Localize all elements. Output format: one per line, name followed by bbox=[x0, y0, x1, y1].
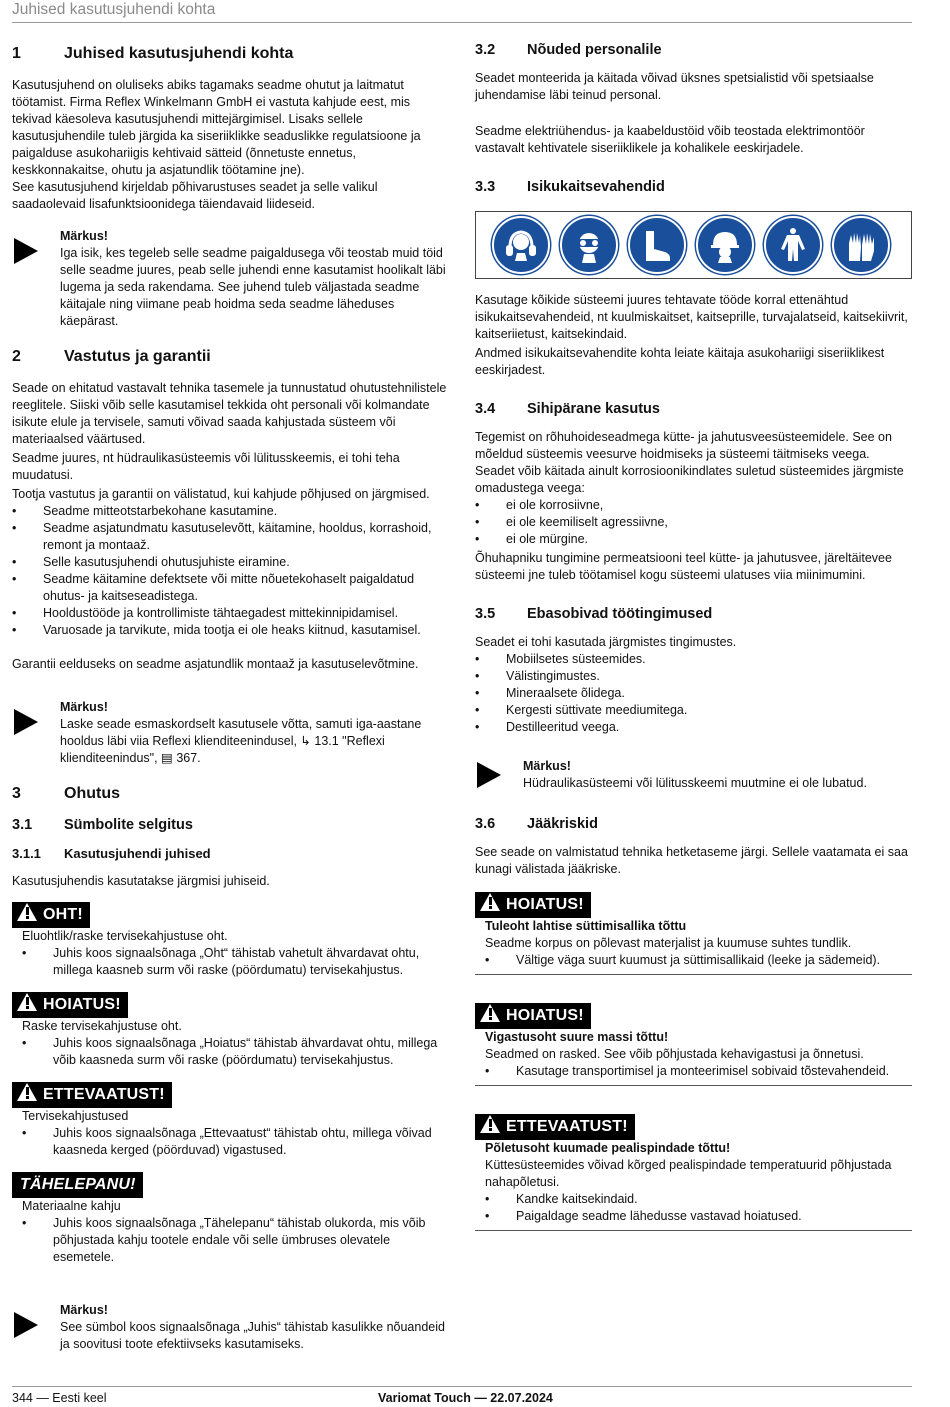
list-item: • Kasutage transportimisel ja monteerimisel sobivaid tõstevahendeid. bbox=[485, 1063, 912, 1080]
warning-title: Tuleoht lahtise süttimisallika tõttu bbox=[485, 919, 687, 933]
section-number: 1 bbox=[12, 45, 21, 62]
section-1-heading bbox=[12, 43, 450, 65]
bullet-list bbox=[22, 945, 450, 979]
signal-block-caution bbox=[12, 1082, 450, 1161]
section-title: Sihipärane kasutus bbox=[527, 401, 660, 417]
header-divider bbox=[12, 22, 912, 23]
section-title: Ohutus bbox=[64, 785, 120, 802]
warning-mass-block bbox=[475, 1003, 912, 1086]
section-number: 2 bbox=[12, 348, 21, 365]
section-3-2-heading bbox=[475, 40, 912, 60]
section-number: 3.2 bbox=[475, 42, 496, 58]
warning-title: Vigastusoht suure massi tõttu! bbox=[485, 1030, 669, 1044]
section-number: 3.4 bbox=[475, 401, 496, 417]
warning-triangle-icon bbox=[480, 1004, 500, 1022]
list-item: • Kandke kaitsekindaid. bbox=[485, 1191, 912, 1208]
section-title: Kasutusjuhendi juhised bbox=[64, 846, 211, 861]
bullet-list bbox=[485, 1063, 912, 1080]
bullet-list bbox=[12, 503, 450, 639]
paragraph: Tegemist on rõhuhoideseadmega kütte- ja jahutusveesüsteemidele. See on mõeldud süsteemis veesurve hoidmiseks ja süsteemi täitmiseks veega. Seadet võib käitada ainult korrosioonikindlates suletud süsteemides järgmiste omadustega veega: bbox=[475, 430, 904, 495]
signal-badge bbox=[12, 902, 90, 928]
ear-protection-icon bbox=[492, 216, 550, 274]
paragraph: Garantii eelduseks on seadme asjatundlik montaaž ja kasutuselevõtmine. bbox=[12, 657, 419, 671]
note-block bbox=[12, 699, 450, 767]
section-number: 3.5 bbox=[475, 606, 496, 622]
warning-triangle-icon bbox=[17, 993, 37, 1011]
warning-triangle-icon bbox=[17, 1083, 37, 1101]
list-item: • ei ole mürgine. bbox=[475, 531, 912, 548]
section-title: Juhised kasutusjuhendi kohta bbox=[64, 45, 294, 62]
list-item: • Mobiilsetes süsteemides. bbox=[475, 651, 912, 668]
paragraph: Andmed isikukaitsevahendite kohta leiate käitaja asukohariigi siseriiklikest eeskirjadest. bbox=[475, 346, 885, 377]
section-title: Nõuded personalile bbox=[527, 42, 662, 58]
helmet-icon bbox=[696, 216, 754, 274]
signal-description: Materiaalne kahju bbox=[22, 1199, 121, 1213]
paragraph: Õhuhapniku tungimine permeatsiooni teel kütte- ja jahutusvee, järeltäitevee süsteemi jne tuleb töötamisel kogu süsteemi ulatuses viia miinimumini. bbox=[475, 551, 892, 582]
note-text: See sümbol koos signaalsõnaga „Juhis“ tähistab kasulikke nõuandeid ja soovitusi toote efektiivseks kasutamiseks. bbox=[60, 1320, 445, 1351]
bullet-list bbox=[22, 1125, 450, 1159]
signal-badge bbox=[475, 1114, 635, 1140]
left-column bbox=[12, 40, 450, 1353]
section-title: Isikukaitsevahendid bbox=[527, 179, 665, 195]
list-item: • ei ole keemiliselt agressiivne, bbox=[475, 514, 912, 531]
note-arrow-icon bbox=[14, 238, 38, 264]
note-block bbox=[475, 758, 912, 792]
right-column bbox=[475, 40, 912, 1231]
bullet-list bbox=[485, 1191, 912, 1225]
signal-description: Raske tervisekahjustuse oht. bbox=[22, 1019, 182, 1033]
warning-triangle-icon bbox=[17, 903, 37, 921]
signal-badge bbox=[12, 1082, 172, 1108]
note-text: Iga isik, kes tegeleb selle seadme paigaldusega või teostab muid töid selle seadme juures, peab selle juhendi enne kasutamist hoolikalt läbi lugema ja seda rakendama. See juhend tuleb väljastada seadme käitajale ning viimane peab hoidma seda seadme läheduses käepärast. bbox=[60, 246, 446, 328]
section-3-1-1-heading bbox=[12, 845, 450, 863]
list-item: • Kergesti süttivate meediumitega. bbox=[475, 702, 912, 719]
list-item: • Hooldustööde ja kontrollimiste tähtaegadest mittekinnipidamisel. bbox=[12, 605, 450, 622]
warning-text: Seadmed on rasked. See võib põhjustada kehavigastusi ja õnnetusi. bbox=[485, 1047, 864, 1061]
section-title: Ebasobivad töötingimused bbox=[527, 606, 713, 622]
warning-fire-block bbox=[475, 892, 912, 975]
list-item: • Seadme käitamine defektsete või mitte nõuetekohaselt paigaldatud ohutus- ja kaitseseadistega. bbox=[12, 571, 450, 605]
paragraph: Kasutusjuhendis kasutatakse järgmisi juhiseid. bbox=[12, 874, 270, 888]
section-title: Vastutus ja garantii bbox=[64, 348, 211, 365]
section-number: 3.1 bbox=[12, 817, 33, 833]
list-item: • Juhis koos signaalsõnaga „Tähelepanu“ tähistab olukorda, mis võib põhjustada kahju tootele endale või selle ümbruses olevatele esemetele. bbox=[22, 1215, 450, 1266]
list-item: • Juhis koos signaalsõnaga „Ettevaatust“ tähistab ohtu, millega võivad kaasneda kerged (pöörduvad) vigastused. bbox=[22, 1125, 450, 1159]
running-header: Juhised kasutusjuhendi kohta bbox=[12, 1, 216, 18]
signal-label: HOIATUS! bbox=[43, 996, 121, 1013]
note-block bbox=[12, 228, 450, 330]
signal-label: HOIATUS! bbox=[506, 1007, 584, 1024]
section-3-3-heading bbox=[475, 177, 912, 197]
note-text: Laske seade esmaskordselt kasutusele võtta, samuti iga-aastane hooldus läbi viia Reflexi klienditeenindusel, ↳ 13.1 "Reflexi klienditeenindus", ▤ 367. bbox=[60, 717, 422, 765]
signal-label: HOIATUS! bbox=[506, 896, 584, 913]
section-3-4-heading bbox=[475, 399, 912, 419]
list-item: • Seadme mitteotstarbekohane kasutamine. bbox=[12, 503, 450, 520]
paragraph: Seadet ei tohi kasutada järgmistes tingimustes. bbox=[475, 635, 737, 649]
caution-hot-surface-block bbox=[475, 1114, 912, 1231]
list-item: • Destilleeritud veega. bbox=[475, 719, 912, 736]
paragraph: Seade on ehitatud vastavalt tehnika tasemele ja tunnustatud ohutustehnilistele reeglitele. Siiski võib selle kasutamisel tekkida oht personali või kolmandate isikute elule ja tervisele, samuti võivad saada kahjustada süsteem või materiaalsed väärtused. bbox=[12, 381, 447, 446]
note-title: Märkus! bbox=[60, 229, 108, 243]
list-item: • Juhis koos signaalsõnaga „Hoiatus“ tähistab ähvardavat ohtu, millega võib kaasneda surm või raske (pöördumatu) tervisekahjustus. bbox=[22, 1035, 450, 1069]
paragraph: Seadme elektriühendus- ja kaabeldustöid võib teostada elektrimontöör vastavalt kehtivatele siseriiklikele ja kohalikele eeskirjadele. bbox=[475, 124, 865, 155]
signal-description: Eluohtlik/raske tervisekahjustuse oht. bbox=[22, 929, 228, 943]
note-title: Märkus! bbox=[60, 1303, 108, 1317]
warning-text: Seadme korpus on põlevast materjalist ja kuumuse suhtes tundlik. bbox=[485, 936, 852, 950]
section-3-1-heading bbox=[12, 815, 450, 835]
section-number: 3.1.1 bbox=[12, 846, 41, 861]
list-item: • Seadme asjatundmatu kasutuselevõtt, käitamine, hooldus, korrashoid, remont ja montaaž. bbox=[12, 520, 450, 554]
warning-triangle-icon bbox=[480, 893, 500, 911]
signal-label: OHT! bbox=[43, 906, 83, 923]
list-item: • ei ole korrosiivne, bbox=[475, 497, 912, 514]
paragraph: See seade on valmistatud tehnika hetketaseme järgi. Sellele vaatamata ei saa kunagi välistada jääkriske. bbox=[475, 845, 908, 876]
goggles-icon bbox=[560, 216, 618, 274]
signal-badge: TÄHELEPANU! bbox=[12, 1172, 143, 1198]
paragraph: Kasutage kõikide süsteemi juures tehtavate tööde korral ettenähtud isikukaitsevahendeid, nt kuulmiskaitset, kaitseprille, turvajalatseid, kaitsekiivrit, kaitseriietust, kaitsekindaid. bbox=[475, 293, 908, 341]
signal-block-danger bbox=[12, 902, 450, 981]
signal-badge bbox=[475, 892, 591, 918]
safety-boots-icon bbox=[628, 216, 686, 274]
footer-product-info: Variomat Touch — 22.07.2024 bbox=[378, 1391, 553, 1405]
protective-clothing-icon bbox=[764, 216, 822, 274]
warning-text: Küttesüsteemides võivad kõrged pealispindade temperatuurid põhjustada nahapõletusi. bbox=[485, 1158, 892, 1189]
section-title: Jääkriskid bbox=[527, 816, 598, 832]
section-2-heading bbox=[12, 346, 450, 368]
signal-block-warning bbox=[12, 992, 450, 1071]
paragraph: See kasutusjuhend kirjeldab põhivarustuses seadet ja selle valikul saadaolevaid lisafunktsioonidega täiendavaid liideseid. bbox=[12, 180, 378, 211]
section-3-heading bbox=[12, 783, 450, 805]
footer-divider bbox=[12, 1386, 912, 1387]
signal-block-notice bbox=[12, 1172, 450, 1268]
bullet-list bbox=[22, 1215, 450, 1266]
ppe-pictogram-strip bbox=[475, 211, 912, 279]
paragraph: Tootja vastutus ja garantii on välistatud, kui kahjude põhjused on järgmised. bbox=[12, 487, 430, 501]
section-3-6-heading bbox=[475, 814, 912, 834]
section-number: 3.3 bbox=[475, 179, 496, 195]
section-number: 3.6 bbox=[475, 816, 496, 832]
signal-badge bbox=[12, 992, 128, 1018]
note-title: Märkus! bbox=[60, 700, 108, 714]
signal-badge bbox=[475, 1003, 591, 1029]
signal-description: Tervisekahjustused bbox=[22, 1109, 129, 1123]
list-item: • Varuosade ja tarvikute, mida tootja ei ole heaks kiitnud, kasutamisel. bbox=[12, 622, 450, 639]
section-3-5-heading bbox=[475, 604, 912, 624]
bullet-list bbox=[475, 497, 912, 548]
list-item: • Selle kasutusjuhendi ohutusjuhiste eiramine. bbox=[12, 554, 450, 571]
note-text: Hüdraulikasüsteemi või lülitusskeemi muutmine ei ole lubatud. bbox=[523, 776, 867, 790]
gloves-icon bbox=[832, 216, 890, 274]
paragraph: Seadme juures, nt hüdraulikasüsteemis või lülitusskeemis, ei tohi teha muudatusi. bbox=[12, 451, 400, 482]
paragraph: Seadet monteerida ja käitada võivad üksnes spetsialistid või spetsiaalse juhendamise läbi teinud personal. bbox=[475, 71, 874, 102]
paragraph: Kasutusjuhend on oluliseks abiks tagamaks seadme ohutut ja laitmatut töötamist. Firma Reflex Winkelmann GmbH ei vastuta kahjude eest, mis tekivad käesoleva kasutusjuhendi mittejärgimisel. Lisaks sellele kasutusjuhendile tuleb järgida ka siseriiklikke seaduslikke regulatsioone ja paigalduse asukohariigis kehtivaid sätteid (õnnetuste ennetus, keskkonnakaitse, ohutu ja asjatundlik töötamine jne). bbox=[12, 78, 421, 177]
list-item: • Paigaldage seadme lähedusse vastavad hoiatused. bbox=[485, 1208, 912, 1225]
warning-triangle-icon bbox=[480, 1115, 500, 1133]
section-number: 3 bbox=[12, 785, 21, 802]
signal-label: ETTEVAATUST! bbox=[43, 1086, 165, 1103]
note-arrow-icon bbox=[477, 762, 501, 788]
list-item: • Mineraalsete õlidega. bbox=[475, 685, 912, 702]
note-block bbox=[12, 1302, 450, 1353]
footer-page-info: 344 — Eesti keel bbox=[12, 1391, 107, 1405]
bullet-list bbox=[22, 1035, 450, 1069]
list-item: • Juhis koos signaalsõnaga „Oht“ tähistab vahetult ähvardavat ohtu, millega kaasneb surm või raske (pöördumatu) tervisekahjustus. bbox=[22, 945, 450, 979]
signal-label: ETTEVAATUST! bbox=[506, 1118, 628, 1135]
note-arrow-icon bbox=[14, 709, 38, 735]
list-item: • Vältige väga suurt kuumust ja süttimisallikaid (leeke ja sädemeid). bbox=[485, 952, 912, 969]
bullet-list bbox=[475, 651, 912, 736]
note-title: Märkus! bbox=[523, 759, 571, 773]
bullet-list bbox=[485, 952, 912, 969]
list-item: • Välistingimustes. bbox=[475, 668, 912, 685]
section-title: Sümbolite selgitus bbox=[64, 817, 193, 833]
note-arrow-icon bbox=[14, 1312, 38, 1338]
warning-title: Põletusoht kuumade pealispindade tõttu! bbox=[485, 1141, 731, 1155]
